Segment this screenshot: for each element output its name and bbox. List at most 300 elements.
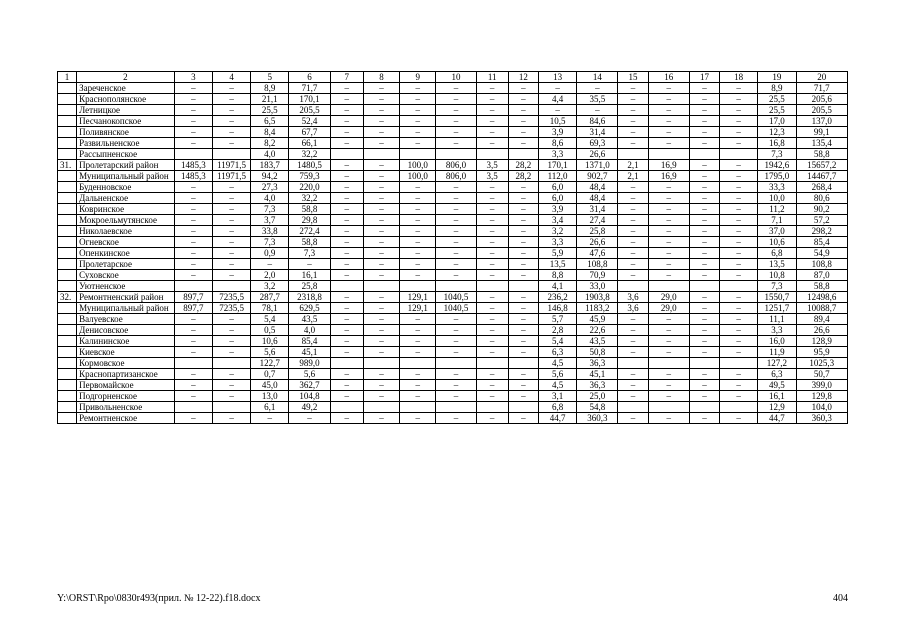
value-cell	[720, 149, 758, 160]
value-cell	[436, 281, 476, 292]
value-cell: –	[476, 292, 508, 303]
value-cell: –	[618, 369, 648, 380]
row-number-cell	[58, 182, 77, 193]
value-cell: –	[174, 347, 212, 358]
value-cell: –	[400, 413, 436, 424]
row-number-cell	[58, 226, 77, 237]
value-cell: –	[400, 369, 436, 380]
value-cell: –	[720, 336, 758, 347]
value-cell: –	[689, 270, 719, 281]
value-cell: –	[648, 248, 689, 259]
value-cell: –	[720, 171, 758, 182]
value-cell: 897,7	[174, 292, 212, 303]
value-cell: 31,4	[577, 127, 618, 138]
value-cell: 759,3	[289, 171, 330, 182]
territory-name-cell: Краснополянское	[77, 94, 175, 105]
value-cell: –	[212, 325, 250, 336]
value-cell: –	[618, 94, 648, 105]
value-cell: 58,8	[289, 237, 330, 248]
value-cell	[212, 281, 250, 292]
value-cell: –	[400, 248, 436, 259]
row-number-cell	[58, 358, 77, 369]
value-cell: –	[720, 226, 758, 237]
value-cell: –	[330, 226, 363, 237]
value-cell: 0,7	[251, 369, 289, 380]
value-cell: –	[689, 83, 719, 94]
value-cell: –	[476, 369, 508, 380]
value-cell: 28,2	[508, 160, 538, 171]
value-cell: –	[400, 336, 436, 347]
value-cell: 16,9	[648, 171, 689, 182]
value-cell: –	[363, 380, 399, 391]
column-number-cell: 9	[400, 72, 436, 83]
value-cell	[648, 402, 689, 413]
value-cell: 58,8	[289, 204, 330, 215]
value-cell: 122,7	[251, 358, 289, 369]
table-row	[58, 171, 848, 182]
value-cell	[618, 358, 648, 369]
territory-name-cell: Дальненское	[77, 193, 175, 204]
value-cell	[618, 281, 648, 292]
value-cell: 69,3	[577, 138, 618, 149]
value-cell: –	[330, 270, 363, 281]
value-cell: –	[330, 215, 363, 226]
value-cell: –	[648, 105, 689, 116]
value-cell: –	[689, 105, 719, 116]
value-cell: 1942,6	[758, 160, 796, 171]
value-cell: 129,8	[796, 391, 847, 402]
value-cell	[400, 281, 436, 292]
table-row	[58, 347, 848, 358]
value-cell: –	[400, 259, 436, 270]
value-cell	[174, 402, 212, 413]
value-cell: –	[618, 204, 648, 215]
value-cell: –	[174, 336, 212, 347]
value-cell: 71,7	[289, 83, 330, 94]
value-cell: 4,4	[538, 94, 576, 105]
value-cell: –	[212, 116, 250, 127]
value-cell	[436, 358, 476, 369]
footer-file-path: Y:\ORST\Rpo\0830r493(прил. № 12-22).f18.docx	[57, 593, 261, 604]
value-cell: –	[508, 127, 538, 138]
value-cell: –	[212, 226, 250, 237]
row-number-cell	[58, 105, 77, 116]
value-cell: 12498,6	[796, 292, 847, 303]
value-cell: –	[508, 391, 538, 402]
table-row	[58, 237, 848, 248]
value-cell: 37,0	[758, 226, 796, 237]
row-number-cell: 31.	[58, 160, 77, 171]
column-number-cell: 17	[689, 72, 719, 83]
value-cell: –	[648, 347, 689, 358]
table-row	[58, 215, 848, 226]
value-cell: –	[508, 380, 538, 391]
value-cell: –	[400, 105, 436, 116]
value-cell: –	[689, 160, 719, 171]
value-cell: –	[689, 171, 719, 182]
table-row	[58, 336, 848, 347]
value-cell: –	[436, 215, 476, 226]
value-cell	[363, 281, 399, 292]
table-row	[58, 116, 848, 127]
value-cell: –	[689, 314, 719, 325]
value-cell: –	[689, 369, 719, 380]
value-cell: –	[618, 193, 648, 204]
table-row	[58, 303, 848, 314]
value-cell: 26,6	[577, 237, 618, 248]
value-cell: –	[689, 138, 719, 149]
value-cell: –	[720, 259, 758, 270]
value-cell: –	[212, 138, 250, 149]
value-cell: 1485,3	[174, 160, 212, 171]
value-cell	[720, 402, 758, 413]
row-number-cell	[58, 94, 77, 105]
value-cell: –	[330, 204, 363, 215]
value-cell: 1903,8	[577, 292, 618, 303]
value-cell: –	[508, 193, 538, 204]
value-cell: –	[689, 292, 719, 303]
value-cell: –	[618, 105, 648, 116]
value-cell: 25,8	[289, 281, 330, 292]
value-cell: –	[508, 413, 538, 424]
value-cell: –	[174, 325, 212, 336]
value-cell: –	[648, 314, 689, 325]
value-cell	[363, 358, 399, 369]
value-cell: –	[720, 369, 758, 380]
value-cell: –	[577, 83, 618, 94]
value-cell: –	[720, 182, 758, 193]
value-cell: 2,1	[618, 171, 648, 182]
value-cell: 170,1	[538, 160, 576, 171]
value-cell: 13,5	[538, 259, 576, 270]
value-cell: –	[689, 347, 719, 358]
value-cell: 1040,5	[436, 292, 476, 303]
value-cell: –	[212, 270, 250, 281]
value-cell: 95,9	[796, 347, 847, 358]
value-cell: –	[689, 182, 719, 193]
column-number-cell: 18	[720, 72, 758, 83]
value-cell: 45,0	[251, 380, 289, 391]
value-cell: –	[508, 204, 538, 215]
value-cell: –	[174, 215, 212, 226]
value-cell: –	[436, 336, 476, 347]
value-cell: –	[400, 215, 436, 226]
value-cell: –	[720, 127, 758, 138]
value-cell: 10,6	[758, 237, 796, 248]
value-cell: 25,5	[251, 105, 289, 116]
value-cell: 7,1	[758, 215, 796, 226]
value-cell: –	[618, 259, 648, 270]
value-cell: 27,3	[251, 182, 289, 193]
value-cell: –	[174, 138, 212, 149]
row-number-cell	[58, 347, 77, 358]
value-cell: –	[436, 182, 476, 193]
value-cell: –	[720, 292, 758, 303]
table-row	[58, 270, 848, 281]
table-row	[58, 193, 848, 204]
value-cell: 902,7	[577, 171, 618, 182]
value-cell: –	[330, 380, 363, 391]
column-number-cell: 13	[538, 72, 576, 83]
table-row	[58, 149, 848, 160]
value-cell: 3,2	[538, 226, 576, 237]
value-cell: –	[330, 303, 363, 314]
row-number-cell	[58, 303, 77, 314]
value-cell: 16,1	[758, 391, 796, 402]
table-row	[58, 204, 848, 215]
value-cell: 49,5	[758, 380, 796, 391]
value-cell: 6,8	[538, 402, 576, 413]
value-cell: 32,2	[289, 149, 330, 160]
value-cell	[212, 149, 250, 160]
value-cell: –	[289, 413, 330, 424]
value-cell: –	[618, 182, 648, 193]
value-cell: 54,8	[577, 402, 618, 413]
value-cell: 362,7	[289, 380, 330, 391]
value-cell: –	[720, 325, 758, 336]
value-cell: –	[400, 127, 436, 138]
value-cell: –	[689, 237, 719, 248]
value-cell: 3,6	[618, 303, 648, 314]
value-cell	[212, 402, 250, 413]
page-number: 404	[833, 593, 848, 604]
value-cell	[476, 402, 508, 413]
value-cell: 8,9	[758, 83, 796, 94]
value-cell: –	[618, 215, 648, 226]
territory-name-cell: Пролетарский район	[77, 160, 175, 171]
value-cell: 806,0	[436, 171, 476, 182]
value-cell: –	[330, 237, 363, 248]
value-cell: 1251,7	[758, 303, 796, 314]
value-cell: –	[720, 237, 758, 248]
value-cell: –	[289, 259, 330, 270]
value-cell: 8,4	[251, 127, 289, 138]
value-cell: 1795,0	[758, 171, 796, 182]
value-cell: –	[400, 182, 436, 193]
value-cell: 5,6	[538, 369, 576, 380]
value-cell: –	[436, 105, 476, 116]
value-cell: –	[476, 259, 508, 270]
value-cell: –	[363, 237, 399, 248]
value-cell: 10088,7	[796, 303, 847, 314]
value-cell: –	[720, 204, 758, 215]
value-cell: 129,1	[400, 292, 436, 303]
value-cell: 50,7	[796, 369, 847, 380]
table-row	[58, 83, 848, 94]
value-cell: –	[648, 259, 689, 270]
value-cell: 146,8	[538, 303, 576, 314]
value-cell: –	[720, 248, 758, 259]
value-cell: –	[720, 380, 758, 391]
value-cell: –	[174, 369, 212, 380]
row-number-cell	[58, 215, 77, 226]
value-cell: –	[174, 182, 212, 193]
value-cell: –	[436, 380, 476, 391]
value-cell: –	[436, 138, 476, 149]
value-cell: 67,7	[289, 127, 330, 138]
value-cell: –	[618, 237, 648, 248]
value-cell: –	[476, 226, 508, 237]
value-cell: 989,0	[289, 358, 330, 369]
value-cell: 0,9	[251, 248, 289, 259]
table-row	[58, 105, 848, 116]
row-number-cell	[58, 314, 77, 325]
value-cell: –	[476, 204, 508, 215]
value-cell: –	[436, 94, 476, 105]
column-number-cell: 1	[58, 72, 77, 83]
value-cell: –	[476, 270, 508, 281]
territory-name-cell: Огневское	[77, 237, 175, 248]
value-cell: –	[689, 127, 719, 138]
value-cell: –	[363, 171, 399, 182]
value-cell: 7,3	[251, 204, 289, 215]
row-number-cell	[58, 391, 77, 402]
value-cell: –	[363, 325, 399, 336]
value-cell: –	[400, 325, 436, 336]
value-cell: –	[363, 314, 399, 325]
value-cell: 2,1	[618, 160, 648, 171]
value-cell: –	[618, 270, 648, 281]
value-cell: –	[476, 83, 508, 94]
row-number-cell	[58, 413, 77, 424]
value-cell: –	[330, 160, 363, 171]
value-cell: 4,5	[538, 358, 576, 369]
row-number-cell	[58, 138, 77, 149]
value-cell: –	[330, 248, 363, 259]
value-cell: –	[363, 215, 399, 226]
value-cell	[476, 149, 508, 160]
value-cell: 16,8	[758, 138, 796, 149]
value-cell: 7235,5	[212, 303, 250, 314]
value-cell: –	[618, 138, 648, 149]
value-cell: 85,4	[796, 237, 847, 248]
value-cell: –	[436, 237, 476, 248]
value-cell: –	[689, 336, 719, 347]
value-cell: 7,3	[251, 237, 289, 248]
value-cell: 57,2	[796, 215, 847, 226]
value-cell: 11971,5	[212, 160, 250, 171]
value-cell: –	[330, 336, 363, 347]
territory-name-cell: Уютненское	[77, 281, 175, 292]
territory-name-cell: Мокроельмутянское	[77, 215, 175, 226]
value-cell: –	[330, 369, 363, 380]
value-cell: –	[363, 94, 399, 105]
row-number-cell	[58, 237, 77, 248]
value-cell: –	[476, 138, 508, 149]
value-cell: –	[174, 270, 212, 281]
value-cell: –	[330, 193, 363, 204]
value-cell	[330, 281, 363, 292]
value-cell: –	[648, 138, 689, 149]
value-cell: –	[363, 138, 399, 149]
value-cell: 7,3	[289, 248, 330, 259]
value-cell: 89,4	[796, 314, 847, 325]
table-row	[58, 160, 848, 171]
value-cell	[174, 281, 212, 292]
value-cell: –	[330, 325, 363, 336]
value-cell: –	[363, 182, 399, 193]
column-number-cell: 7	[330, 72, 363, 83]
value-cell: –	[174, 237, 212, 248]
value-cell: 29,0	[648, 303, 689, 314]
row-number-cell	[58, 248, 77, 259]
value-cell	[508, 402, 538, 413]
value-cell: –	[212, 215, 250, 226]
value-cell: 5,6	[289, 369, 330, 380]
value-cell: –	[476, 303, 508, 314]
value-cell	[689, 402, 719, 413]
territory-name-cell: Муниципальный район	[77, 171, 175, 182]
value-cell: –	[212, 204, 250, 215]
row-number-cell	[58, 116, 77, 127]
value-cell: –	[577, 105, 618, 116]
value-cell	[174, 358, 212, 369]
row-number-cell	[58, 369, 77, 380]
territory-name-cell: Подгорненское	[77, 391, 175, 402]
value-cell: –	[363, 105, 399, 116]
value-cell: –	[476, 336, 508, 347]
value-cell: –	[363, 127, 399, 138]
value-cell: 44,7	[758, 413, 796, 424]
value-cell: –	[330, 259, 363, 270]
value-cell: –	[508, 116, 538, 127]
value-cell: 3,6	[618, 292, 648, 303]
value-cell: –	[212, 314, 250, 325]
territory-name-cell: Рассыпненское	[77, 149, 175, 160]
value-cell: 104,0	[796, 402, 847, 413]
value-cell: –	[330, 413, 363, 424]
value-cell: 1183,2	[577, 303, 618, 314]
value-cell: –	[363, 204, 399, 215]
value-cell: –	[689, 303, 719, 314]
value-cell: –	[363, 116, 399, 127]
table-row	[58, 314, 848, 325]
value-cell	[363, 149, 399, 160]
value-cell: 31,4	[577, 204, 618, 215]
value-cell: 33,8	[251, 226, 289, 237]
value-cell: –	[720, 193, 758, 204]
value-cell: 36,3	[577, 380, 618, 391]
value-cell: –	[436, 204, 476, 215]
value-cell: 220,0	[289, 182, 330, 193]
territory-name-cell: Зареченское	[77, 83, 175, 94]
value-cell: –	[251, 413, 289, 424]
value-cell	[618, 149, 648, 160]
value-cell: –	[476, 413, 508, 424]
value-cell: –	[363, 303, 399, 314]
value-cell: 15657,2	[796, 160, 847, 171]
value-cell: –	[720, 138, 758, 149]
column-number-cell: 16	[648, 72, 689, 83]
value-cell: 4,0	[289, 325, 330, 336]
value-cell: –	[508, 303, 538, 314]
value-cell: –	[689, 259, 719, 270]
value-cell: –	[689, 413, 719, 424]
value-cell: –	[476, 215, 508, 226]
value-cell	[476, 281, 508, 292]
value-cell	[212, 358, 250, 369]
value-cell: –	[648, 204, 689, 215]
value-cell: –	[363, 292, 399, 303]
value-cell: 8,9	[251, 83, 289, 94]
value-cell: –	[618, 127, 648, 138]
value-cell: –	[212, 336, 250, 347]
value-cell: 13,0	[251, 391, 289, 402]
value-cell: –	[689, 94, 719, 105]
value-cell: –	[363, 270, 399, 281]
value-cell	[648, 281, 689, 292]
value-cell: –	[400, 237, 436, 248]
